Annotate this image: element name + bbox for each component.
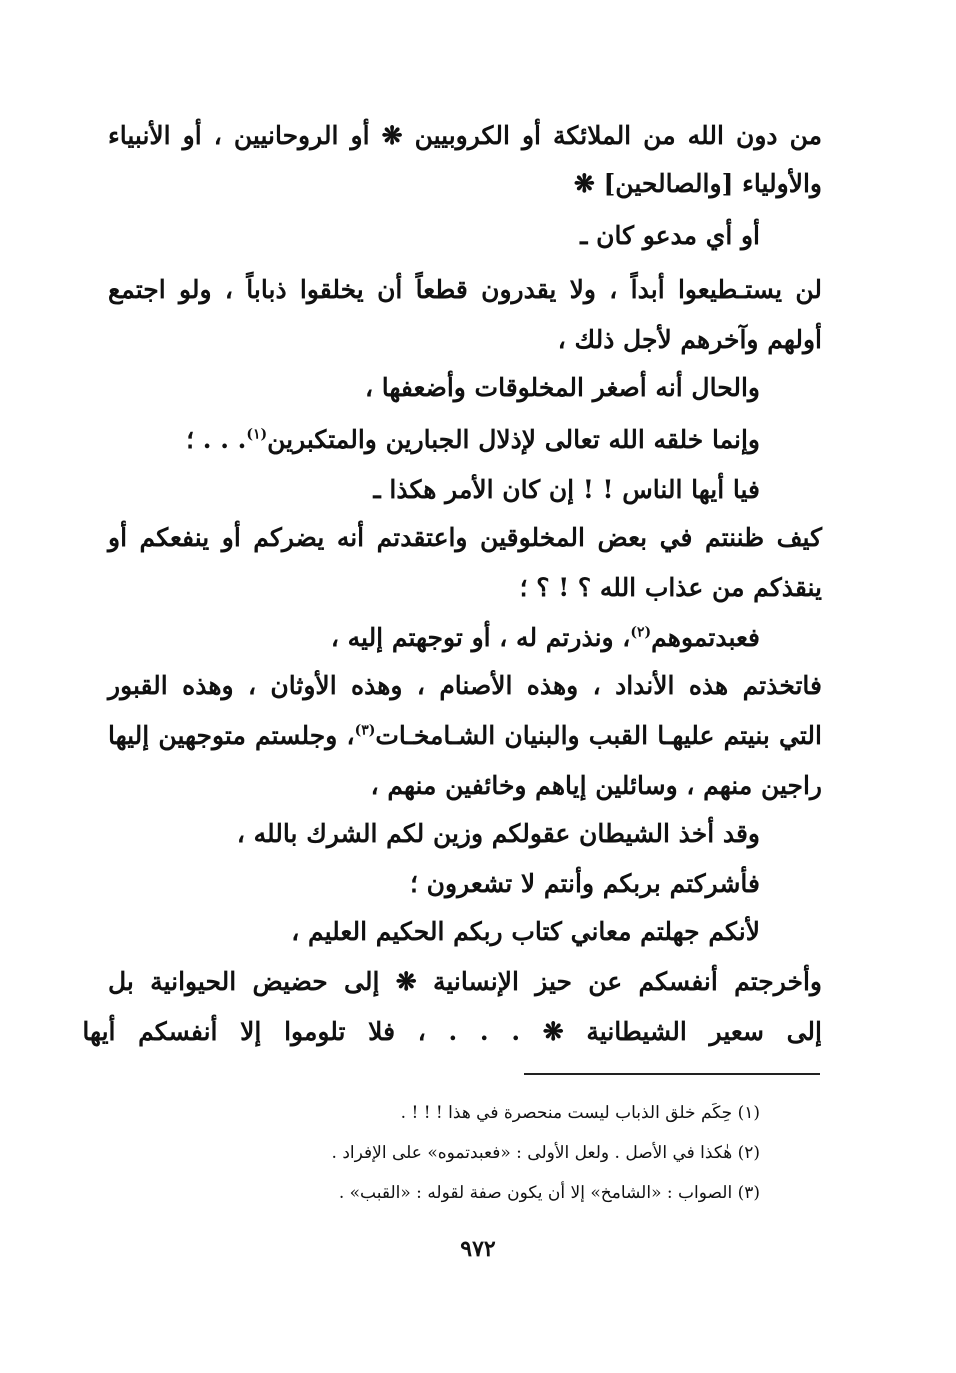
text-line-2: والأولياء [والصالحين] ❋ [573,169,822,198]
text-line-14: راجين منهم ، وسائلين إياهم وخائفين منهم ، [370,771,822,800]
text-line-8: فيا أيها الناس ! ! إن كان الأمر هكذا ـ [373,475,760,504]
footnote-ref-2: (٢) [630,624,652,641]
text-line-5: أولهم وآخرهم لأجل ذلك ، [557,325,822,354]
text-line-3: أو أي مدعو كان ـ [580,221,760,250]
footnote-separator [524,1073,820,1075]
text-segment: . . . ؛ [186,425,247,454]
text-line-15: وقد أخذ الشيطان عقولكم وزين لكم الشرك بالله ، [236,819,760,848]
text-line-10: ينقذكم من عذاب الله ؟ ! ؟ ؛ [519,573,822,602]
text-line-19: إلى سعير الشيطانية ❋ . . . ، فلا تلوموا إلا أنفسكم أيها [82,1017,822,1046]
text-line-4: لن يستـطيعوا أبداً ، ولا يقدرون قطعاً أن يخلقوا ذباباً ، ولو اجتمع [108,275,822,304]
text-segment: فعبدتموهم [651,623,760,652]
text-segment: التي بنيتم عليهـا القبب والبنيان الشـامخـات [375,721,822,750]
text-segment: وإنما خلقه الله تعالى لإذلال الجبارين والمتكبرين [267,425,760,454]
text-line-13 [108,714,822,758]
text-line-1: من دون الله من الملائكة أو الكروبيين ❋ أو الروحانيين ، أو الأنبياء [108,121,822,150]
text-segment: ، ونذرتم له ، أو توجهتم إليه ، [330,623,631,652]
footnote-2: (٢) هٰكذا في الأصل . ولعل الأولى : «فعبدتموه» على الإفراد . [331,1143,760,1163]
text-line-11 [331,616,760,660]
text-line-12: فاتخذتم هذه الأنداد ، وهذه الأصنام ، وهذه الأوثان ، وهذه القبور [108,671,822,700]
text-line-6: والحال أنه أصغر المخلوقات وأضعفها ، [364,373,760,402]
text-line-7 [186,418,760,462]
text-line-18: وأخرجتم أنفسكم عن حيز الإنسانية ❋ إلى حضيض الحيوانية بل [108,967,822,996]
footnote-ref-1: (١) [246,426,268,443]
footnote-ref-3: (٣) [354,722,376,739]
text-line-9: كيف ظننتم في بعض المخلوقين واعتقدتم أنه يضركم أو ينفعكم أو [108,523,822,552]
footnote-1: (١) حِكَم خلق الذباب ليست منحصرة في هذا ! ! ! . [400,1103,760,1123]
text-line-16: فأشركتم بربكم وأنتم لا تشعرون ؛ [410,869,760,898]
footnote-3: (٣) الصواب : «الشامخ» إلا أن يكون صفة لقوله : «القبب» . [338,1183,760,1203]
page-number: ٩٧٢ [460,1236,496,1262]
text-line-17: لأنكم جهلتم معاني كتاب ربكم الحكيم العليم ، [291,917,760,946]
text-segment: ، وجلستم متوجهين إليها [108,721,355,750]
